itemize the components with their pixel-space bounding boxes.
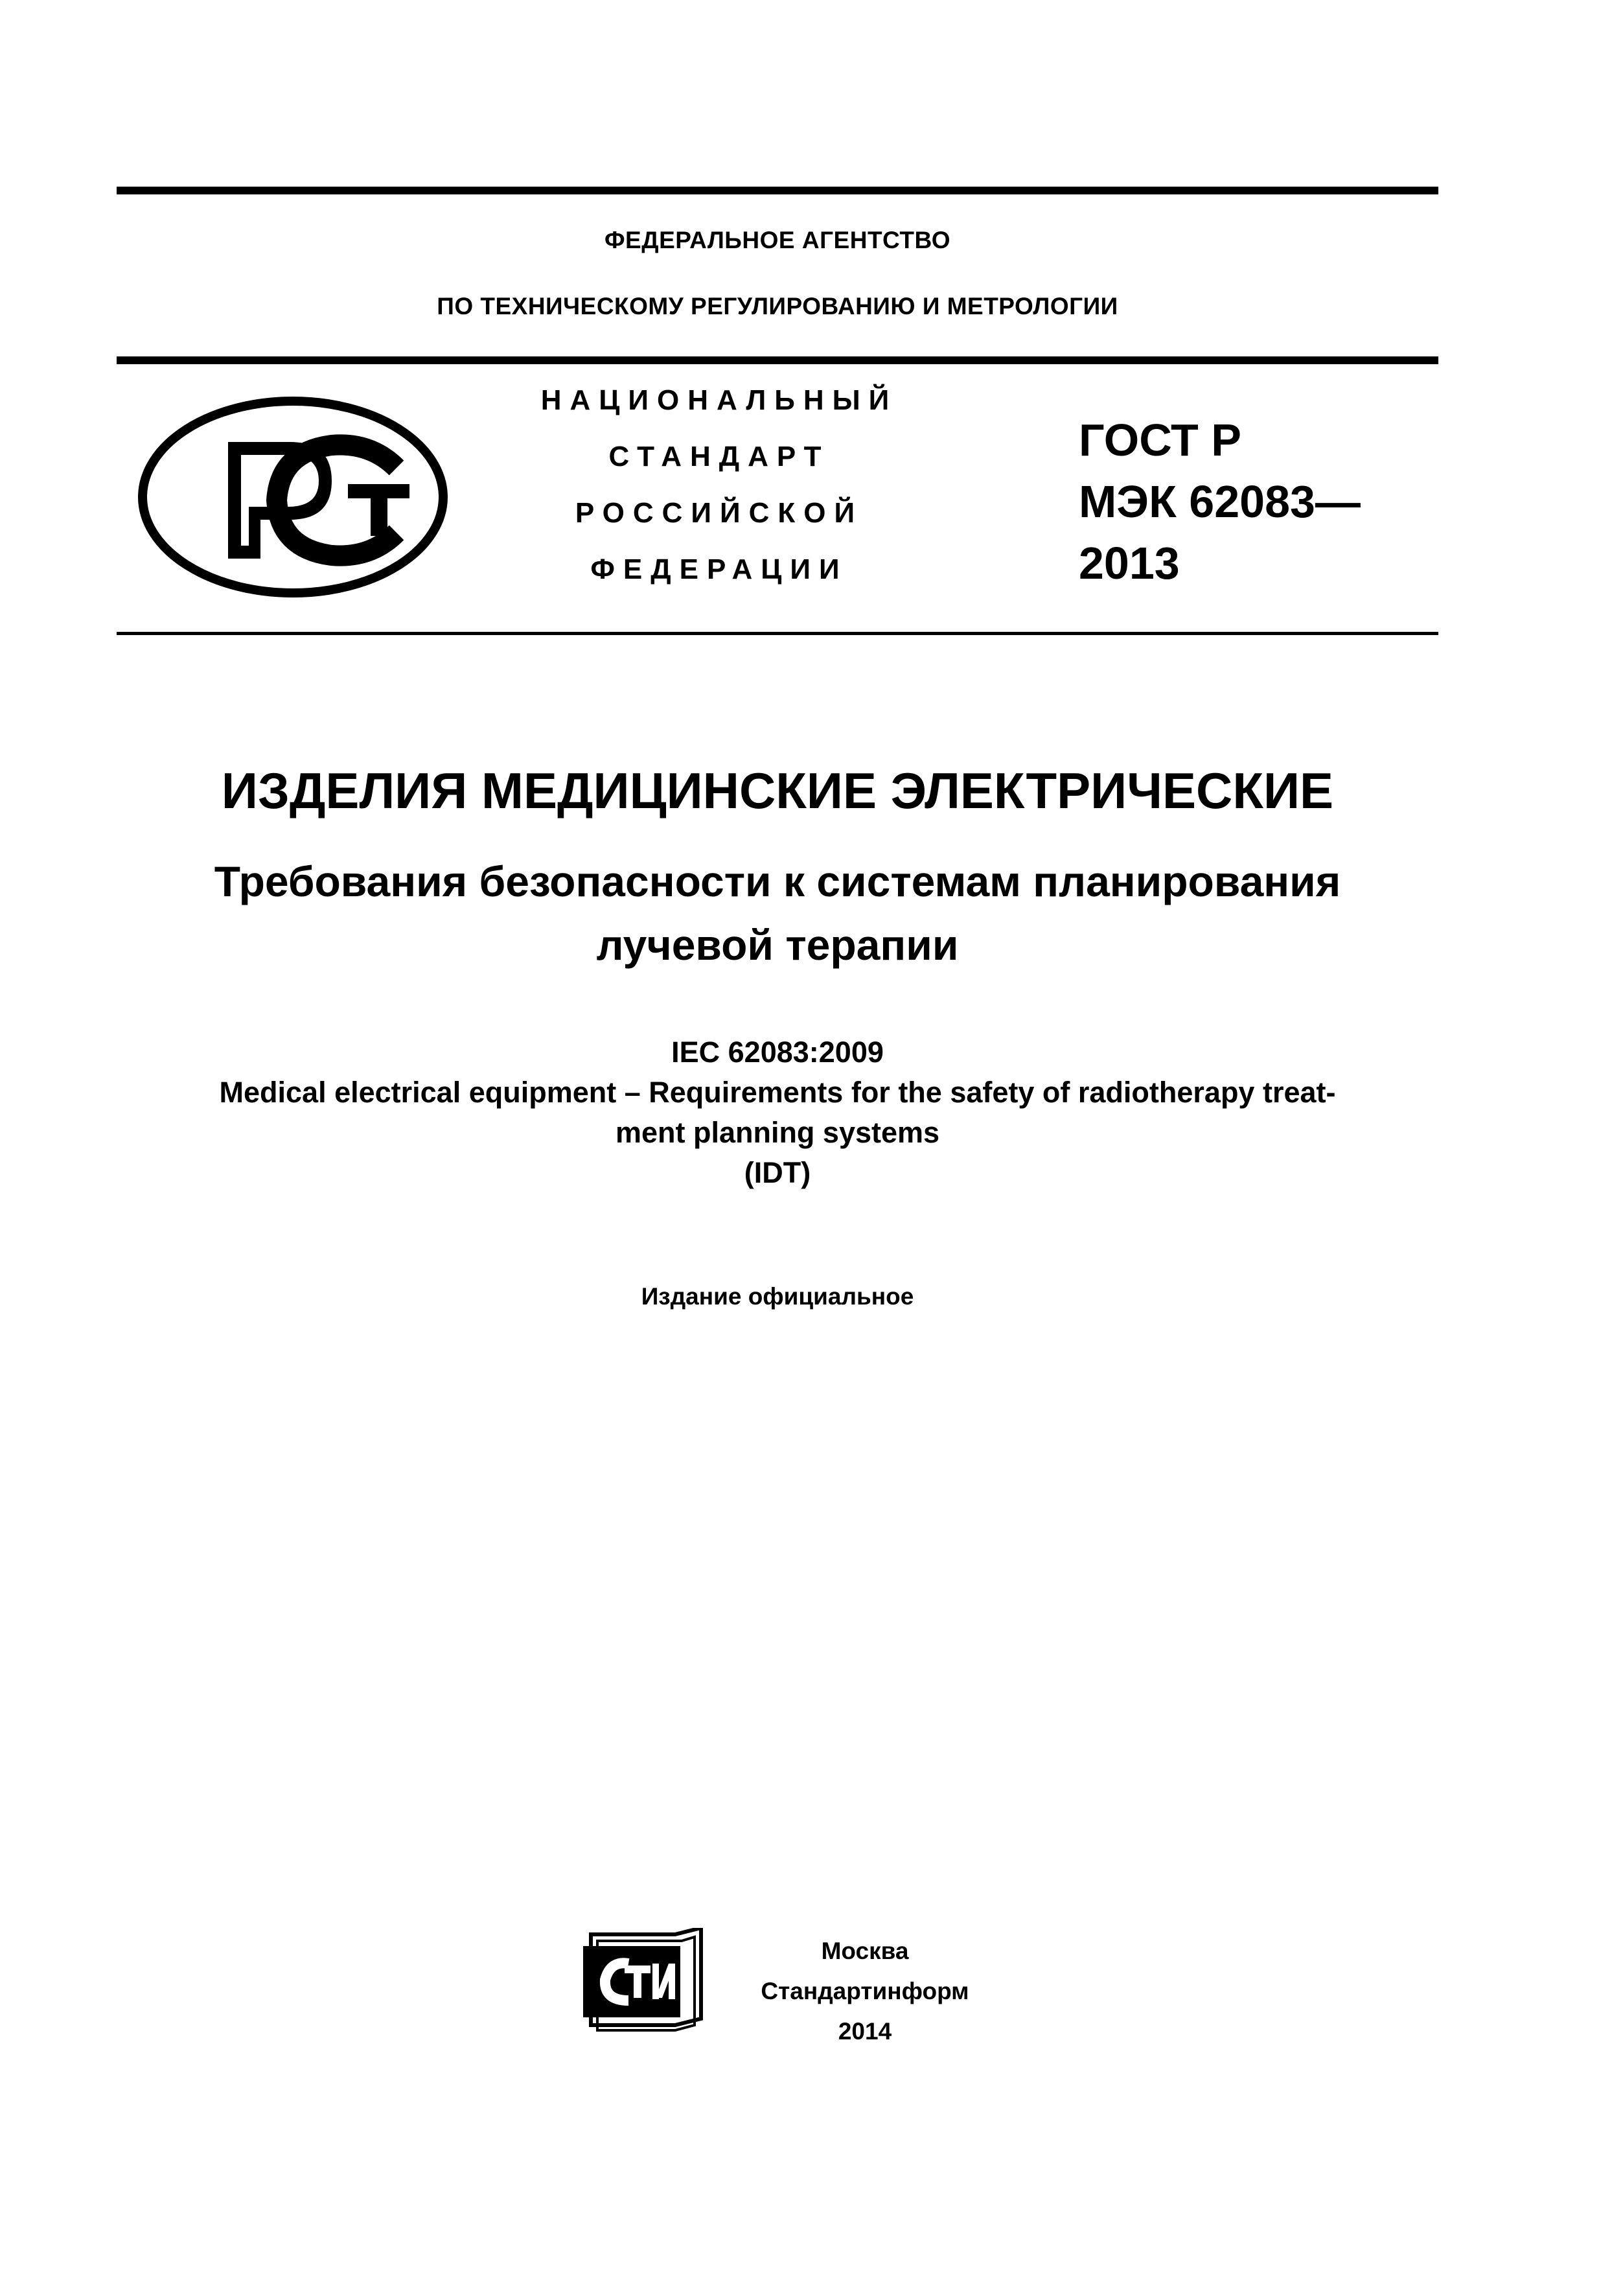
iec-reference-line-4: (IDT) <box>744 1156 811 1189</box>
iec-reference-line-2: Medical electrical equipment – Requirements for the safety of radiotherapy treat- <box>219 1076 1336 1109</box>
standartinform-logo <box>578 1928 708 2032</box>
header-middle-rule <box>117 356 1438 364</box>
gost-code-line-2: МЭК 62083— <box>1079 476 1361 527</box>
agency-line-2: ПО ТЕХНИЧЕСКОМУ РЕГУЛИРОВАНИЮ И МЕТРОЛОГИИ <box>437 293 1118 319</box>
iec-reference-line-3: ment planning systems <box>615 1116 940 1149</box>
agency-line-1: ФЕДЕРАЛЬНОЕ АГЕНТСТВО <box>604 227 951 253</box>
header-top-rule <box>117 187 1438 194</box>
publisher-name: Стандартинформ <box>761 1978 969 2004</box>
publication-year: 2014 <box>838 2018 892 2045</box>
national-standard-line-3: РОССИЙСКОЙ <box>575 497 864 529</box>
document-title: ИЗДЕЛИЯ МЕДИЦИНСКИЕ ЭЛЕКТРИЧЕСКИЕ <box>221 762 1334 819</box>
document-subtitle-line-2: лучевой терапии <box>596 921 959 969</box>
national-standard-line-2: СТАНДАРТ <box>608 441 830 472</box>
national-standard-line-1: НАЦИОНАЛЬНЫЙ <box>540 384 898 416</box>
gost-code-line-1: ГОСТ Р <box>1079 415 1241 465</box>
gost-code-line-3: 2013 <box>1079 538 1180 588</box>
gost-logo <box>137 397 448 597</box>
publisher-city: Москва <box>821 1938 909 1964</box>
iec-reference-line-1: IEC 62083:2009 <box>671 1036 884 1069</box>
edition-label: Издание официальное <box>641 1283 914 1310</box>
document-subtitle-line-1: Требования безопасности к системам планирования <box>214 857 1341 905</box>
national-standard-line-4: ФЕДЕРАЦИИ <box>590 553 848 585</box>
header-bottom-rule <box>117 632 1438 635</box>
